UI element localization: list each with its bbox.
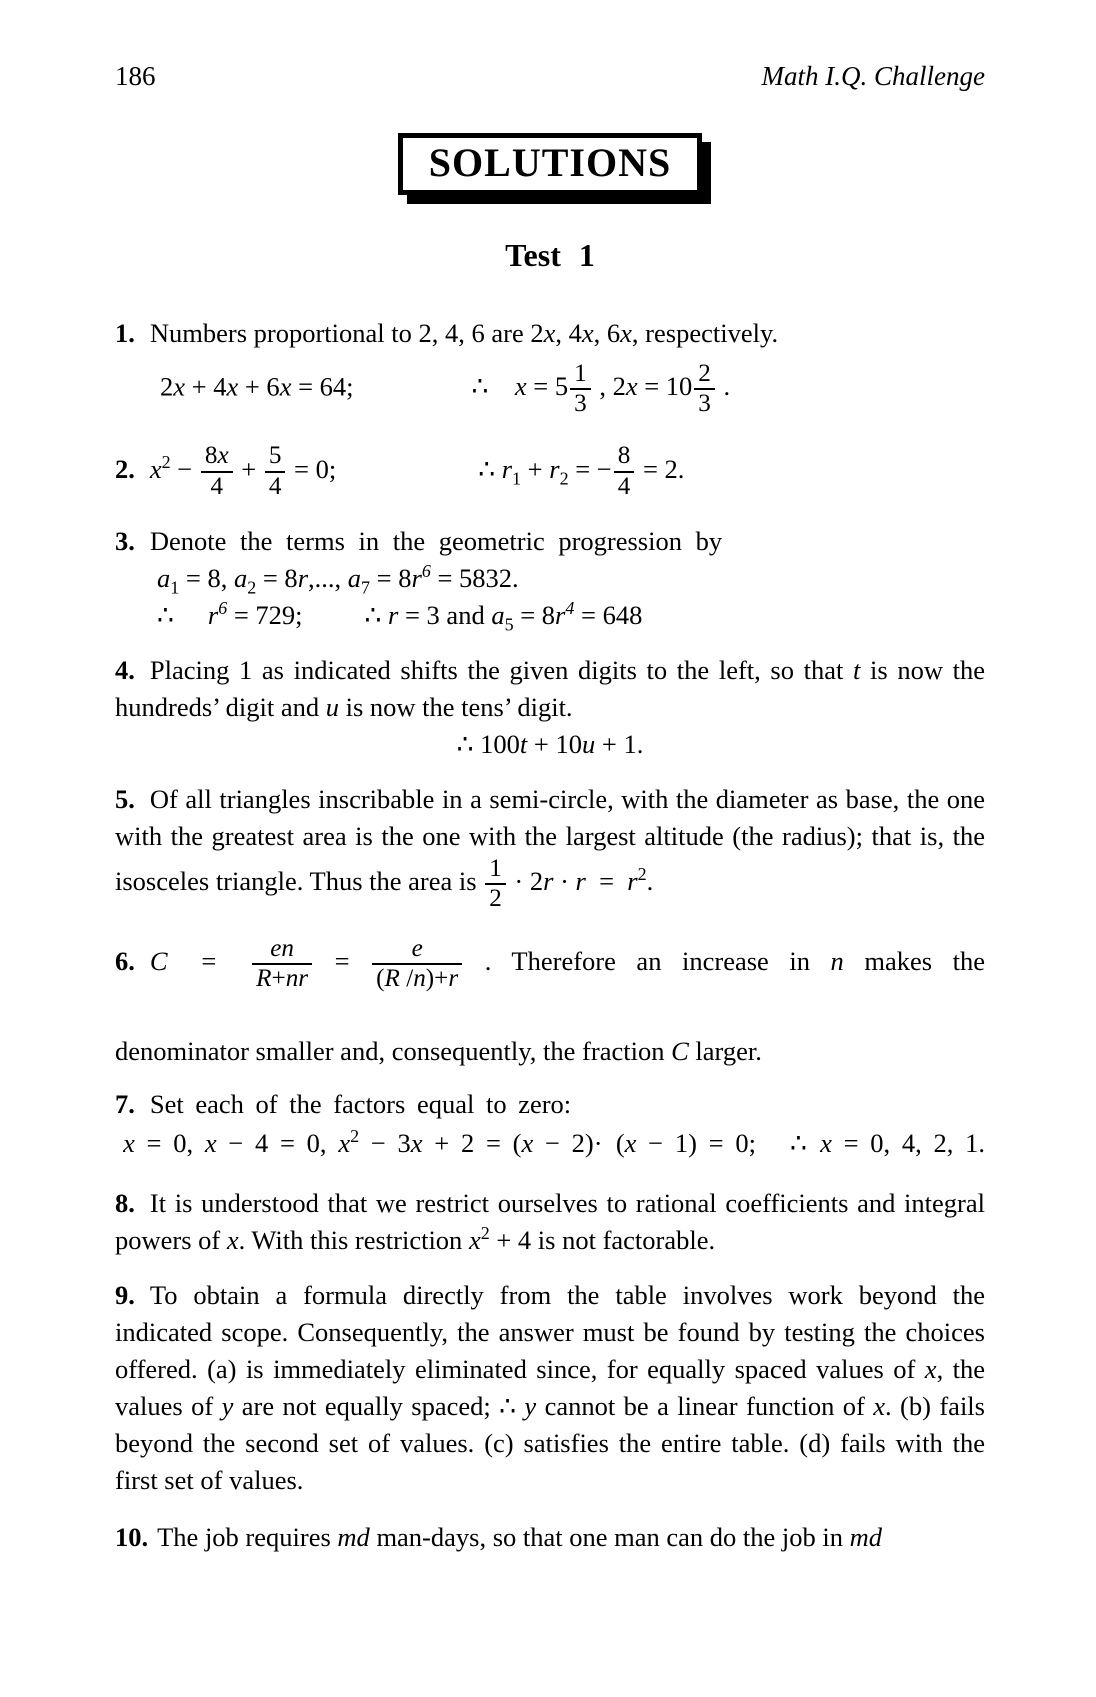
solution-3-lead: [115, 523, 985, 560]
solution-9-paragraph: [115, 1277, 985, 1499]
solution-3-line2: $a_1 = 8$, $a_2 = 8r$,..., $a_7 = 8r^6 = 5832$.: [157, 560, 519, 598]
solution-1-number: 1.: [115, 318, 135, 348]
solution-8-paragraph: [115, 1185, 985, 1259]
solution-7-equation: x = 0, x − 4 = 0, $x^2 - 3x + 2 = (x - 2)\cdot$ (x − 1) = 0; ∴ x = 0, 4, 2, 1.: [123, 1126, 985, 1159]
solution-4-number: 4.: [115, 654, 135, 685]
solution-6-line2: denominator smaller and, consequently, the fraction C larger.: [115, 1036, 762, 1067]
equation-right: ∴ x = 5 $\frac{1}{3}$ , 2x = 10 $\frac{2}{3}$ .: [471, 360, 731, 418]
solution-10: [115, 1519, 985, 1556]
page-number: 186: [115, 61, 156, 91]
equation-gap: [336, 477, 478, 478]
solution-6-equation: [115, 935, 985, 1019]
solution-5-paragraph: [115, 781, 985, 913]
solution-3-number: 3.: [115, 525, 135, 556]
solution-7: [115, 1086, 985, 1169]
solution-6-number: 6.: [115, 946, 135, 977]
solution-10-number: 10.: [115, 1522, 149, 1553]
solution-9-number: 9.: [115, 1280, 135, 1311]
solution-10-paragraph: [115, 1519, 985, 1556]
solution-1-equation: [160, 360, 985, 418]
solution-8-text: It is understood that we restrict ourselves to rational coefficients and integral powers of x. With this restriction $x^2 + 4$ is not factorable.: [115, 1188, 985, 1256]
solution-1: [115, 315, 985, 418]
solutions-banner: [115, 133, 985, 211]
test-title: Test 1: [505, 237, 595, 273]
solution-10-text: The job requires md man-days, so that one man can do the job in md: [157, 1522, 883, 1553]
solution-8-number: 8.: [115, 1188, 135, 1219]
solution-2-number: 2.: [115, 453, 135, 484]
equation-gap: [354, 394, 472, 395]
solution-3-line3: ∴ $r^6 = 729$; ∴ r = 3 and $a_5 = 8r^4 = 648$: [157, 597, 643, 635]
solution-4-text: Placing 1 as indicated shifts the given digits to the left, so that t is now the hundreds’ digit and u is now the tens’ digit.: [115, 654, 986, 722]
solution-8: [115, 1185, 985, 1259]
solution-4-paragraph: [115, 652, 985, 726]
solution-4: [115, 652, 985, 763]
solution-1-text: Numbers proportional to 2, 4, 6 are 2x, 4x, 6x, respectively.: [149, 318, 779, 348]
solution-3-text: Denote the terms in the geometric progression by: [149, 525, 723, 556]
solution-5-text: Of all triangles inscribable in a semi-circle, with the diameter as base, the one with the greatest area is the one with the largest altitude (the radius); that is, the isosceles triangle. Thus the area is $\frac{1}{2}$ · 2r · r = $r^2$.: [115, 783, 985, 912]
solution-3: [115, 523, 985, 634]
solution-2: [115, 442, 985, 500]
solution-6-text: C = $\frac{en}{R+nr}$ = $\frac{e}{(R /n)+r}$ . Therefore an increase in n makes the: [149, 935, 985, 993]
solution-5-number: 5.: [115, 783, 135, 814]
solution-9: [115, 1277, 985, 1499]
solution-4-formula: ∴ 100t + 10u + 1.: [456, 728, 644, 759]
solution-7-text: Set each of the factors equal to zero:: [149, 1089, 572, 1120]
equation-left: 2x + 4x + 6x = 64;: [160, 371, 354, 402]
page-header: [115, 58, 985, 95]
solution-6: [115, 935, 985, 1070]
book-title: Math I.Q. Challenge: [761, 61, 985, 91]
solution-5: [115, 781, 985, 913]
banner-label: SOLUTIONS: [398, 133, 702, 195]
equation-right: ∴ $r_1 + r_2$ = − $\frac{8}{4}$ = 2.: [478, 442, 685, 500]
solution-7-lead: [115, 1086, 985, 1123]
solution-7-number: 7.: [115, 1089, 135, 1120]
solution-2-equation: [115, 442, 985, 500]
solution-9-text: To obtain a formula directly from the table involves work beyond the indicated scope. Consequently, the answer must be found by testing the choices offered. (a) is immediately eliminated since, for equally spaced values of x, the values of y are not equally spaced; ∴ y cannot be a linear function of x. (b) fails beyond the second set of values. (c) satisfies the entire table. (d) fails with the first set of values.: [115, 1280, 986, 1496]
solution-1-lead: [115, 315, 985, 352]
equation-left: $x^2$ − $\frac{8x}{4}$ + $\frac{5}{4}$ = 0;: [149, 442, 337, 500]
